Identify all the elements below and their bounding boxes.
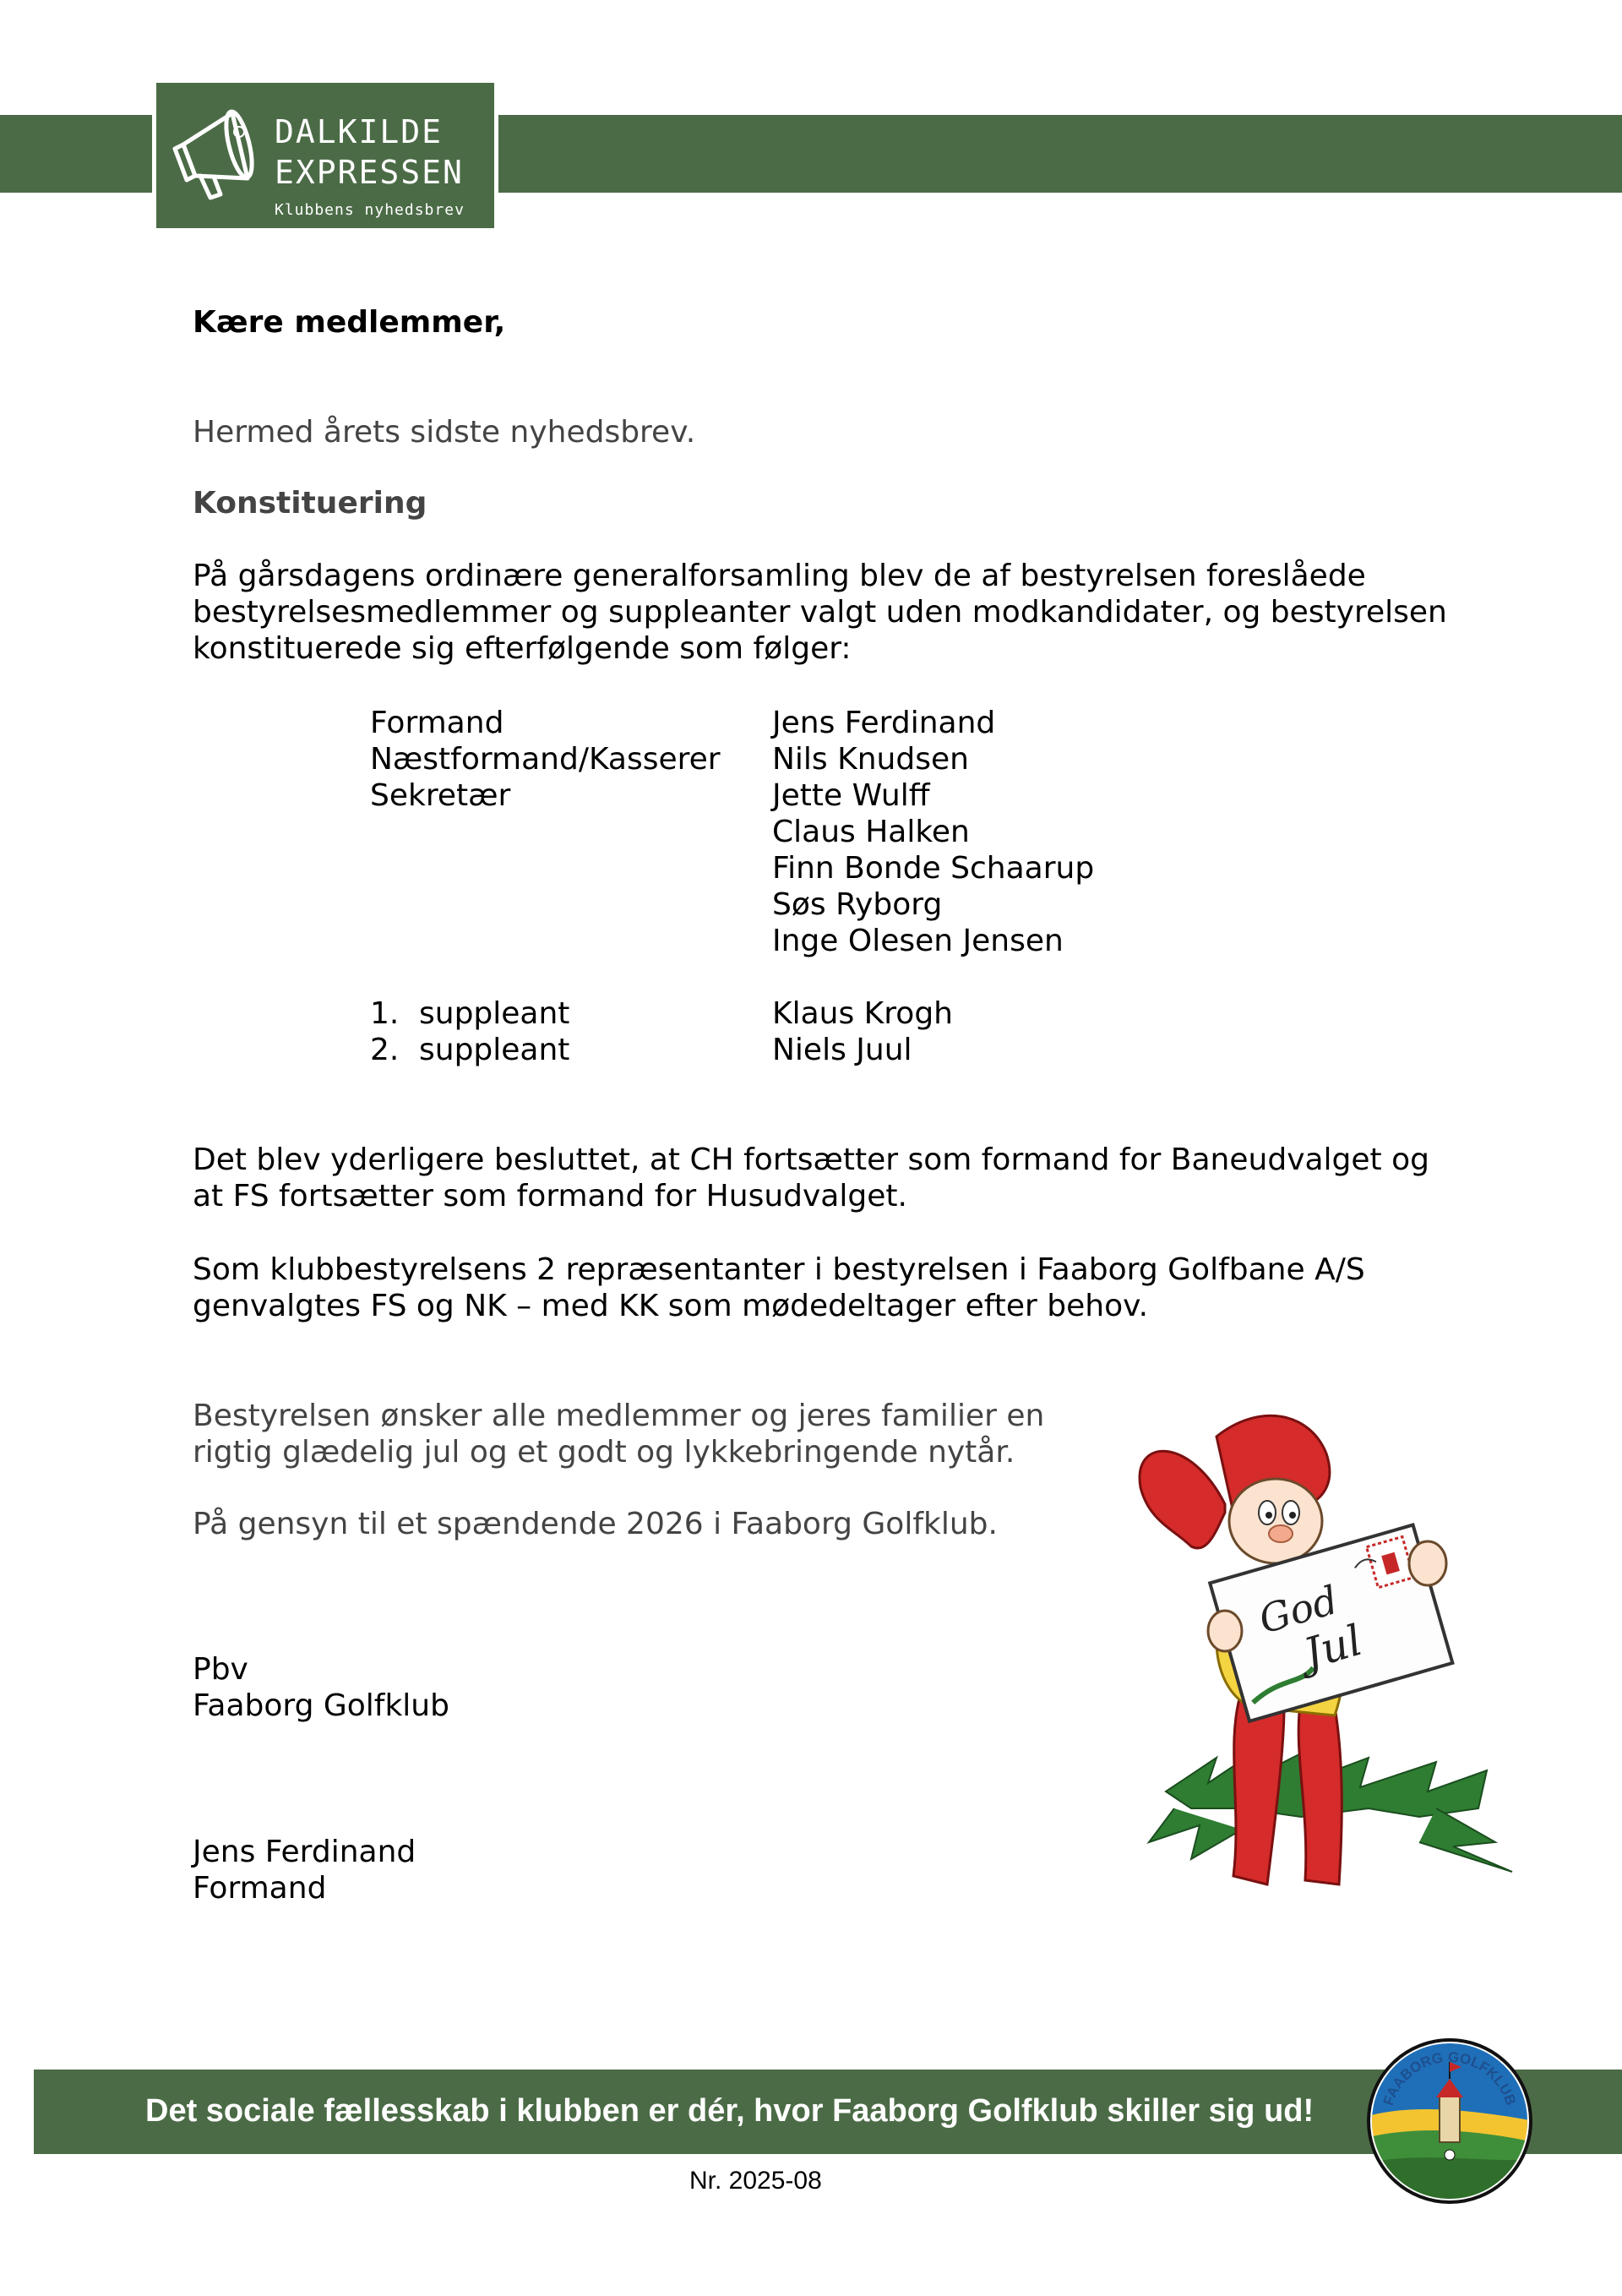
paragraph-line: Det blev yderligere besluttet, at CH fortsætter som formand for Baneudvalget og	[193, 1143, 1429, 1177]
board-role: Formand	[370, 706, 504, 740]
substitute-number: 2.	[370, 1033, 400, 1067]
paragraph-committees	[193, 1142, 1429, 1214]
card-text-jul: Jul	[1298, 1615, 1368, 1679]
greeting: Kære medlemmer,	[193, 305, 506, 340]
megaphone-icon	[166, 98, 268, 208]
paragraph-line: konstituerede sig efterfølgende som følger:	[193, 631, 852, 666]
badge-text: FAABORG GOLFKLUB	[1380, 2048, 1520, 2108]
signoff-name: Jens Ferdinand	[193, 1835, 416, 1869]
golf-club-badge	[1365, 2037, 1534, 2206]
paragraph-line: rigtig glædelig jul og et godt og lykkebringende nytår.	[193, 1435, 1015, 1470]
section-title: Konstituering	[193, 486, 427, 521]
board-name: Jens Ferdinand	[772, 706, 996, 740]
substitute-number: 1.	[370, 996, 400, 1031]
board-name: Søs Ryborg	[772, 887, 943, 922]
footer-slogan: Det sociale fællesskab i klubben er dér, hvor Faaborg Golfklub skiller sig ud!	[145, 2093, 1314, 2129]
signoff-title: Formand	[193, 1871, 327, 1906]
board-name: Finn Bonde Schaarup	[772, 851, 1095, 886]
paragraph-line: bestyrelsesmedlemmer og suppleanter valgt uden modkandidater, og bestyrelsen	[193, 595, 1447, 630]
paragraph-line: genvalgtes FS og NK – med KK som mødedeltager efter behov.	[193, 1289, 1149, 1323]
christmas-elf-illustration	[1115, 1386, 1554, 1910]
newsletter-logo	[156, 83, 494, 228]
board-name: Inge Olesen Jensen	[772, 924, 1064, 958]
paragraph-line: at FS fortsætter som formand for Husudvalget.	[193, 1179, 907, 1213]
substitute-name: Niels Juul	[772, 1033, 912, 1067]
logo-title-line1: DALKILDE	[275, 113, 444, 150]
board-name: Jette Wulff	[772, 778, 930, 813]
paragraph-line: Bestyrelsen ønsker alle medlemmer og jeres familier en	[193, 1399, 1045, 1433]
signoff-pbv: Pbv	[193, 1652, 248, 1687]
paragraph-constitution	[193, 558, 1447, 667]
farewell-text: På gensyn til et spændende 2026 i Faaborg Golfklub.	[193, 1507, 998, 1541]
paragraph-line: Som klubbestyrelsens 2 repræsentanter i bestyrelsen i Faaborg Golfbane A/S	[193, 1252, 1365, 1287]
substitute-role: suppleant	[419, 1033, 570, 1067]
substitute-role: suppleant	[419, 996, 570, 1031]
paragraph-line: På gårsdagens ordinære generalforsamling blev de af bestyrelsen foreslåede	[193, 559, 1366, 593]
board-role: Sekretær	[370, 778, 511, 813]
signoff-club: Faaborg Golfklub	[193, 1688, 449, 1723]
board-name: Nils Knudsen	[772, 742, 969, 777]
board-role: Næstformand/Kasserer	[370, 742, 721, 777]
paragraph-wishes	[193, 1398, 1044, 1470]
logo-title-line2: EXPRESSEN	[275, 154, 464, 191]
card-text-god: God	[1254, 1576, 1343, 1643]
intro-text: Hermed årets sidste nyhedsbrev.	[193, 415, 696, 450]
logo-subtitle: Klubbens nyhedsbrev	[275, 201, 465, 219]
substitute-name: Klaus Krogh	[772, 996, 953, 1031]
issue-number: Nr. 2025-08	[689, 2167, 822, 2195]
board-name: Claus Halken	[772, 815, 970, 849]
paragraph-representatives	[193, 1252, 1365, 1324]
